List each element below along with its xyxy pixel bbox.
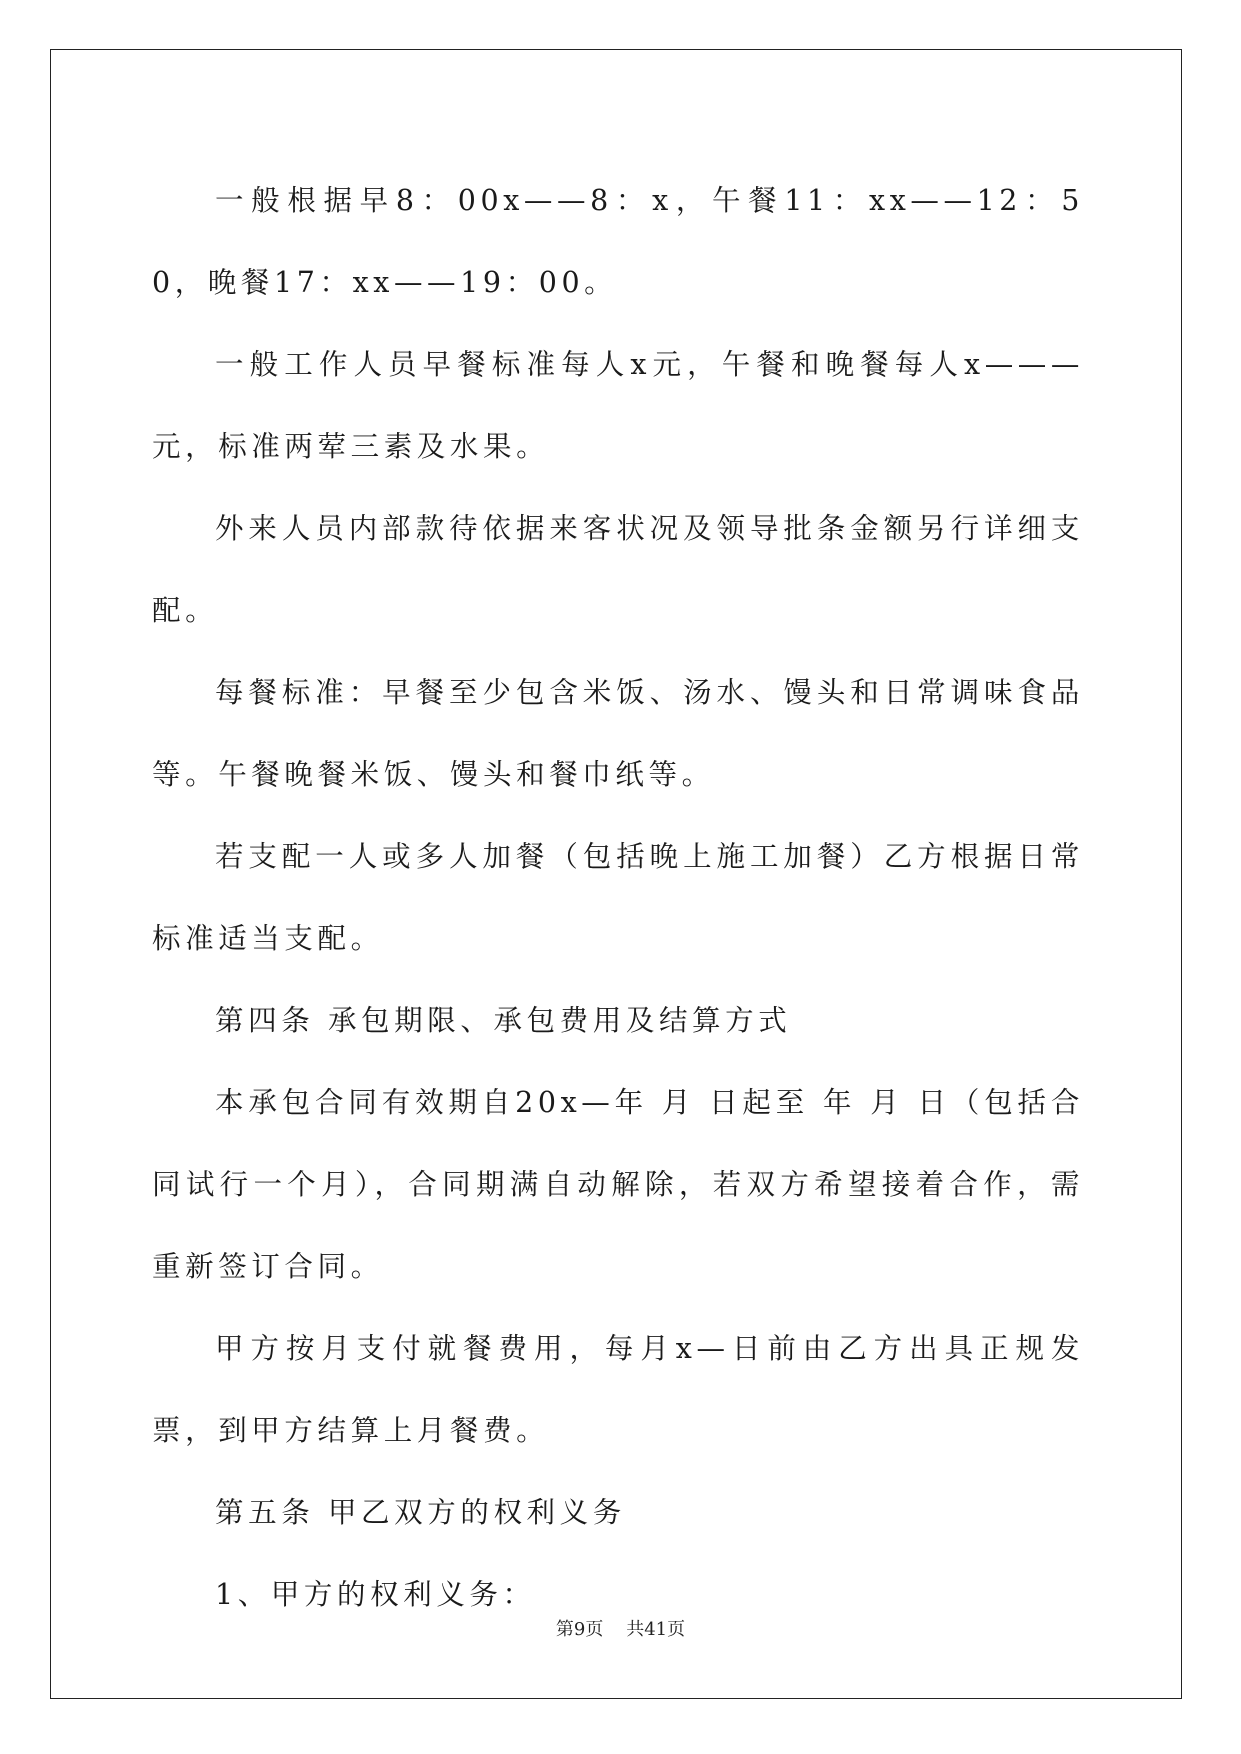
page-total: 共41页 xyxy=(626,1619,686,1640)
paragraph-party-a-rights: 1、甲方的权利义务： xyxy=(215,1578,536,1611)
paragraph-meal-standard: 一般工作人员早餐标准每人x元，午餐和晚餐每人x———元，标准两荤三素及水果。 xyxy=(152,348,1084,463)
page-footer xyxy=(0,1615,1241,1641)
document-body xyxy=(152,160,1084,1636)
section-heading-article-5: 第五条 甲乙双方的权利义务 xyxy=(215,1496,626,1529)
paragraph-extra-meals: 若支配一人或多人加餐（包括晚上施工加餐）乙方根据日常标准适当支配。 xyxy=(152,840,1084,955)
paragraph-payment: 甲方按月支付就餐费用，每月x—日前由乙方出具正规发票，到甲方结算上月餐费。 xyxy=(152,1332,1084,1447)
section-heading-article-4: 第四条 承包期限、承包费用及结算方式 xyxy=(215,1004,792,1037)
page-number: 第9页 xyxy=(555,1619,604,1640)
paragraph-meal-times: 一般根据早8：00x——8：x，午餐11：xx——12：50，晚餐17：xx——19：00。 xyxy=(152,184,1084,299)
paragraph-per-meal-standard: 每餐标准：早餐至少包含米饭、汤水、馒头和日常调味食品等。午餐晚餐米饭、馒头和餐巾纸等。 xyxy=(152,676,1084,791)
paragraph-contract-term: 本承包合同有效期自20x—年 月 日起至 年 月 日（包括合同试行一个月），合同期满自动解除，若双方希望接着合作，需重新签订合同。 xyxy=(152,1086,1084,1283)
paragraph-guest-reception: 外来人员内部款待依据来客状况及领导批条金额另行详细支配。 xyxy=(152,512,1084,627)
